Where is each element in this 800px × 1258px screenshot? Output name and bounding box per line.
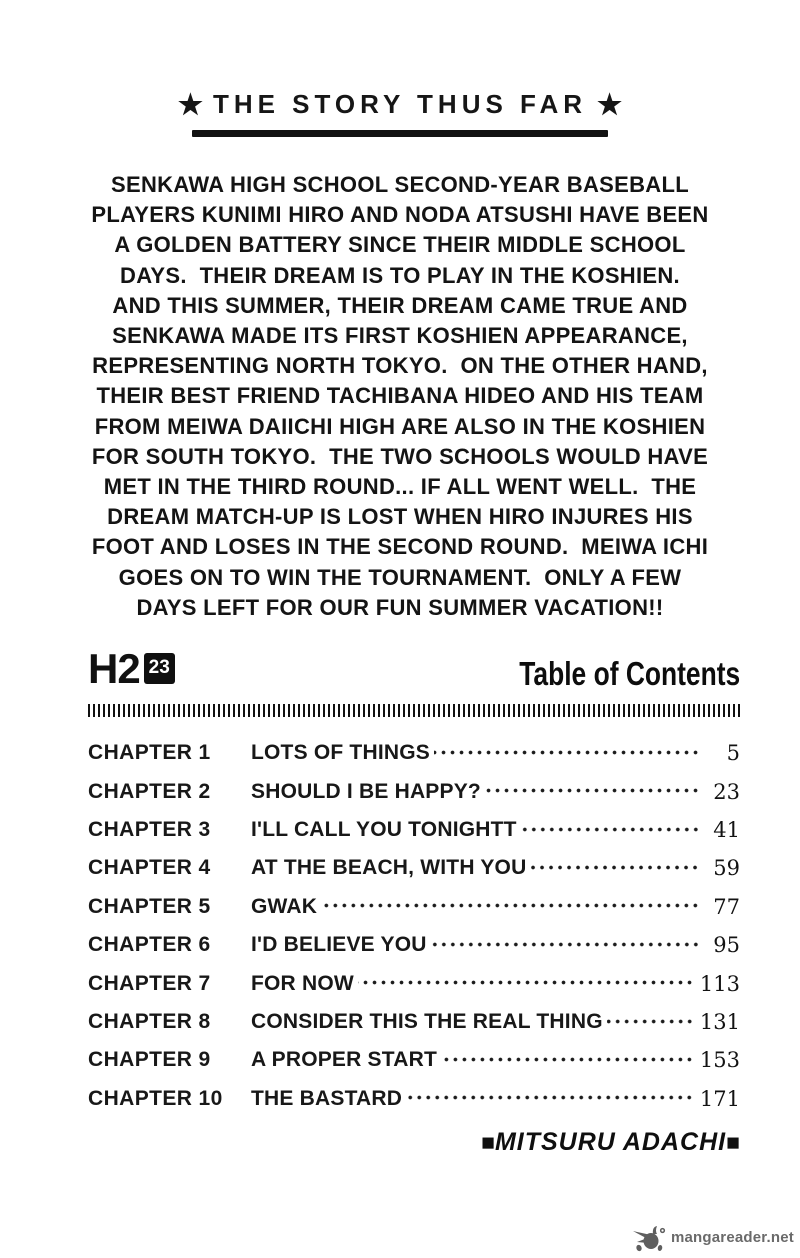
synopsis-line: SENKAWA MADE ITS FIRST KOSHIEN APPEARANCE, (112, 323, 688, 349)
chapter-row (88, 1080, 740, 1118)
leader-dots (607, 1003, 694, 1041)
synopsis-line: DAYS LEFT FOR OUR FUN SUMMER VACATION!! (136, 594, 664, 620)
toc-header (88, 645, 740, 692)
chapter-label: CHAPTER 8 (88, 1009, 211, 1033)
chapter-title: I'D BELIEVE YOU (251, 933, 427, 957)
synopsis-line: REPRESENTING NORTH TOKYO. ON THE OTHER HAND, (92, 353, 708, 379)
chapter-title: SHOULD I BE HAPPY? (251, 779, 481, 803)
chapter-title: A PROPER START (251, 1048, 437, 1072)
chapter-label: CHAPTER 2 (88, 779, 211, 803)
leader-dots (358, 964, 694, 1002)
synopsis-line: THEIR BEST FRIEND TACHIBANA HIDEO AND HIS TEAM (96, 383, 704, 409)
author-square-icon: ■ (481, 1128, 495, 1155)
chapter-row (88, 772, 740, 810)
synopsis-line: DREAM MATCH-UP IS LOST WHEN HIRO INJURES HIS (107, 504, 693, 530)
chapter-title: FOR NOW (251, 971, 354, 995)
author-square-icon: ■ (726, 1128, 740, 1155)
table-of-contents (88, 645, 740, 1157)
chapter-list (88, 734, 740, 1118)
series-logo (88, 645, 175, 692)
author-credit (88, 1128, 740, 1157)
chapter-page-number: 5 (726, 741, 740, 766)
chapter-row (88, 811, 740, 849)
story-header (0, 0, 800, 137)
striped-divider (88, 704, 740, 717)
page-title (178, 88, 622, 121)
leader-dots (321, 888, 700, 926)
title-underline (192, 130, 608, 137)
chapter-label: CHAPTER 5 (88, 894, 211, 918)
leader-dots (530, 849, 700, 887)
author-name: MITSURU ADACHI (494, 1127, 727, 1156)
site-watermark (629, 1222, 794, 1252)
toc-title: Table of Contents (519, 655, 740, 692)
chapter-row (88, 964, 740, 1002)
chapter-title: I'LL CALL YOU TONIGHTT (251, 817, 517, 841)
chapter-page-number: 41 (713, 817, 740, 842)
chapter-title: CONSIDER THIS THE REAL THING (251, 1009, 603, 1033)
chapter-label: CHAPTER 4 (88, 856, 211, 880)
chapter-page-number: 153 (699, 1048, 740, 1073)
leader-dots (485, 772, 700, 810)
synopsis-line: FOOT AND LOSES IN THE SECOND ROUND. MEIWA ICHI (91, 534, 709, 560)
chapter-label: CHAPTER 1 (88, 741, 211, 765)
chapter-label: CHAPTER 7 (88, 971, 211, 995)
star-icon: ★ (597, 89, 623, 120)
chapter-row (88, 849, 740, 887)
chapter-row (88, 1003, 740, 1041)
synopsis-line: FROM MEIWA DAIICHI HIGH ARE ALSO IN THE KOSHIEN (94, 413, 706, 439)
chapter-label: CHAPTER 10 (88, 1086, 223, 1110)
leader-dots (521, 811, 700, 849)
synopsis-line: A GOLDEN BATTERY SINCE THEIR MIDDLE SCHOOL (114, 232, 686, 258)
chapter-title: AT THE BEACH, WITH YOU (251, 856, 527, 880)
chapter-page-number: 77 (713, 894, 740, 919)
chapter-title: GWAK (251, 894, 318, 918)
chapter-page-number: 131 (699, 1009, 740, 1034)
leader-dots (441, 1041, 694, 1079)
series-logo-text: H2 (88, 645, 140, 692)
star-icon: ★ (177, 89, 203, 120)
chapter-title: THE BASTARD (251, 1086, 403, 1110)
chapter-page-number: 171 (699, 1086, 740, 1111)
leader-dots (431, 926, 700, 964)
page-title-text: THE STORY THUS FAR (212, 89, 588, 119)
volume-number-badge: 23 (144, 653, 175, 684)
synopsis-line: DAYS. THEIR DREAM IS TO PLAY IN THE KOSHIEN. (120, 262, 680, 288)
watermark-text: mangareader.net (670, 1228, 794, 1246)
chapter-title: LOTS OF THINGS (251, 741, 430, 765)
synopsis-line: FOR SOUTH TOKYO. THE TWO SCHOOLS WOULD HAVE (91, 443, 709, 469)
synopsis-line: GOES ON TO WIN THE TOURNAMENT. ONLY A FEW (118, 564, 682, 590)
leader-dots (434, 734, 700, 772)
chapter-row (88, 734, 740, 772)
leader-dots (406, 1080, 694, 1118)
chapter-label: CHAPTER 3 (88, 817, 211, 841)
chapter-row (88, 926, 740, 964)
chapter-row (88, 888, 740, 926)
synopsis-line: AND THIS SUMMER, THEIR DREAM CAME TRUE AND (112, 292, 688, 318)
synopsis-line: SENKAWA HIGH SCHOOL SECOND-YEAR BASEBALL (111, 172, 689, 197)
chapter-page-number: 23 (713, 779, 740, 804)
chapter-label: CHAPTER 9 (88, 1048, 211, 1072)
chapter-row (88, 1041, 740, 1079)
chapter-label: CHAPTER 6 (88, 933, 211, 957)
synopsis-line: PLAYERS KUNIMI HIRO AND NODA ATSUSHI HAVE BEEN (91, 202, 709, 228)
chapter-page-number: 113 (699, 971, 740, 996)
chapter-page-number: 95 (713, 933, 740, 958)
chapter-page-number: 59 (713, 856, 740, 881)
synopsis-line: MET IN THE THIRD ROUND... IF ALL WENT WELL. THE (103, 474, 697, 500)
synopsis-paragraph (0, 170, 800, 623)
mangareader-mascot-icon (629, 1222, 669, 1252)
